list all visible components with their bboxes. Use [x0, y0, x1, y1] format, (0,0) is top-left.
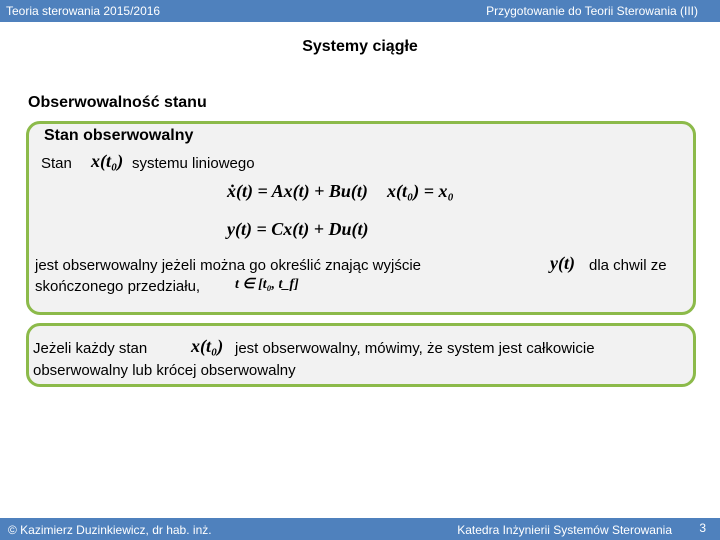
initial-condition: x(t₀) = x₀	[387, 181, 454, 201]
state-equation: ẋ(t) = Ax(t) + Bu(t)	[227, 181, 368, 201]
time-interval: t ∈ [t₀, t_f]	[235, 277, 299, 292]
observable-state-box	[26, 121, 696, 315]
output-equation: y(t) = Cx(t) + Du(t)	[227, 219, 369, 239]
output-symbol: y(t)	[550, 253, 575, 273]
stan-word: Stan	[41, 155, 72, 172]
footer-department: Katedra Inżynierii Systemów Sterowania	[457, 523, 672, 537]
definition-line-1: jest obserwowalny jeżeli można go określić znając wyjście	[35, 257, 421, 274]
box2-line-1-start: Jeżeli każdy stan	[33, 340, 148, 357]
box-heading: Stan obserwowalny	[44, 127, 194, 144]
footer-bar	[0, 518, 720, 540]
system-text: systemu liniowego	[132, 155, 255, 172]
definition-line-2: skończonego przedziału,	[35, 278, 201, 295]
box2-line-1-end: jest obserwowalny, mówimy, że system jest całkowicie	[235, 340, 595, 357]
page-number: 3	[699, 521, 706, 535]
complete-observability-box	[26, 323, 696, 387]
header-bar	[0, 0, 720, 22]
header-course: Teoria sterowania 2015/2016	[6, 4, 161, 18]
footer-author: © Kazimierz Duzinkiewicz, dr hab. inż.	[8, 523, 212, 537]
section-title: Obserwowalność stanu	[28, 94, 207, 111]
definition-line-1-end: dla chwil ze	[589, 257, 667, 274]
box2-line-2: obserwowalny lub krócej obserwowalny	[33, 362, 296, 379]
box2-state-symbol: x(t₀)	[191, 336, 224, 356]
header-topic: Przygotowanie do Teorii Sterowania (III)	[486, 4, 698, 18]
state-symbol: x(t₀)	[91, 151, 124, 171]
slide-title: Systemy ciągłe	[302, 38, 418, 55]
